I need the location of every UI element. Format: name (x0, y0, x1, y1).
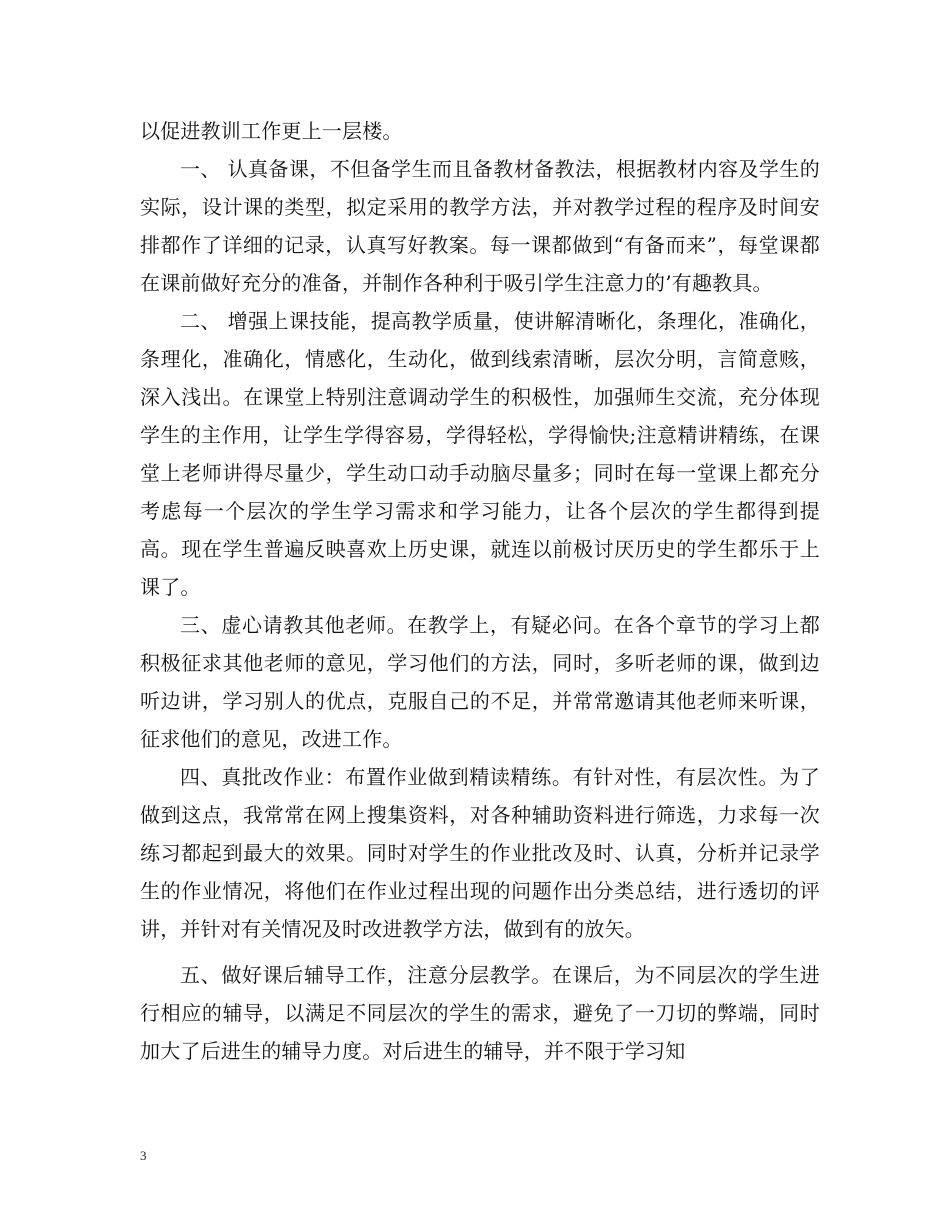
paragraph-section-3: 三、虚心请教其他老师。在教学上，有疑必问。在各个章节的学习上都积极征求其他老师的意见，学习他们的方法，同时，多听老师的课，做到边听边讲，学习别人的优点，克服自己的不足，并常常邀请其他老师来听课，征求他们的意见，改进工作。 (140, 613, 820, 751)
paragraph-section-4: 四、真批改作业：布置作业做到精读精练。有针对性，有层次性。为了做到这点，我常常在网上搜集资料，对各种辅助资料进行筛选，力求每一次练习都起到最大的效果。同时对学生的作业批改及时、认真，分析并记录学生的作业情况，将他们在作业过程出现的问题作出分类总结，进行透切的评讲，并针对有关情况及时改进教学方法，做到有的放矢。 (140, 765, 820, 941)
paragraph-section-5: 五、做好课后辅导工作，注意分层教学。在课后，为不同层次的学生进行相应的辅导，以满足不同层次的学生的需求，避免了一刀切的弊端，同时加大了后进生的辅导力度。对后进生的辅导，并不限于学习知 (140, 963, 820, 1063)
document-body (140, 112, 820, 1070)
paragraph-section-1: 一、 认真备课，不但备学生而且备教材备教法，根据教材内容及学生的实际，设计课的类型，拟定采用的教学方法，并对教学过程的程序及时间安排都作了详细的记录，认真写好教案。每一课都做到“有备而来”，每堂课都在课前做好充分的准备，并制作各种利于吸引学生注意力的’有趣教具。 (140, 157, 820, 295)
paragraph-section-2: 二、 增强上课技能，提高教学质量，使讲解清晰化，条理化，准确化，条理化，准确化，情感化，生动化，做到线索清晰，层次分明，言简意赅，深入浅出。在课堂上特别注意调动学生的积极性，加强师生交流，充分体现学生的主作用，让学生学得容易，学得轻松，学得愉快;注意精讲精练，在课堂上老师讲得尽量少，学生动口动手动脑尽量多；同时在每一堂课上都充分考虑每一个层次的学生学习需求和学习能力，让各个层次的学生都得到提高。现在学生普遍反映喜欢上历史课，就连以前极讨厌历史的学生都乐于上课了。 (140, 309, 820, 599)
page-number: 3 (140, 1148, 147, 1163)
paragraph-intro-continuation: 以促进教训工作更上一层楼。 (140, 119, 403, 143)
